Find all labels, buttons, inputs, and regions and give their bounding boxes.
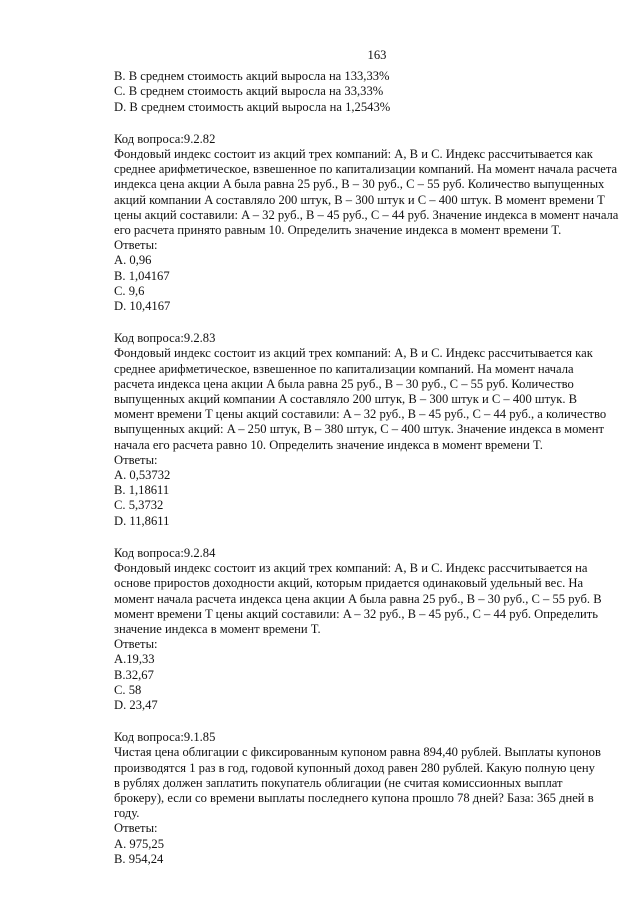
question-code: Код вопроса:9.2.82	[114, 131, 216, 146]
question-text-line: выпущенных акций компании A составляло 200 штук, B – 300 штук и C – 400 штук. В	[114, 392, 578, 407]
question-code: Код вопроса:9.1.85	[114, 730, 216, 745]
question-text-line: выпущенных акций: A – 250 штук, B – 380 штук, C – 400 штук. Значение индекса в момент	[114, 422, 604, 437]
answer-option: B. 1,18611	[114, 483, 170, 498]
question-text-line: цены акций составили: A – 32 руб., B – 45 руб., C – 44 руб. Значение индекса в момент начала	[114, 207, 619, 222]
question-text-line: Чистая цена облигации с фиксированным купоном равна 894,40 рублей. Выплаты купонов	[114, 745, 601, 760]
answer-option: B. 1,04167	[114, 268, 170, 283]
question-text	[114, 346, 607, 452]
answer-option: C. 9,6	[114, 283, 145, 298]
question-text	[114, 745, 600, 821]
question-block	[114, 730, 600, 867]
answer-option: A.19,33	[114, 652, 155, 667]
lead-option: D. В среднем стоимость акций выросла на 1,2543%	[114, 99, 391, 114]
question-text-line: момент времени T цены акций составили: A – 32 руб., B – 45 руб., C – 44 руб. Определить	[114, 606, 598, 621]
answer-option: A. 975,25	[114, 836, 165, 851]
answers-label: Ответы:	[114, 637, 158, 652]
answer-option: B.32,67	[114, 667, 154, 682]
question-text-line: основе приростов доходности акций, которым придается одинаковый удельный вес. На	[114, 576, 584, 591]
question-text	[114, 561, 600, 637]
question-text-line: индекса цена акции A была равна 25 руб., B – 30 руб., C – 55 руб. Количество выпущенных	[114, 177, 605, 192]
question-text-line: среднее арифметическое, взвешенное по капитализации компаний. На момент начала расчета	[114, 162, 618, 177]
question-text-line: момент времени T цены акций составили: A – 32 руб., B – 45 руб., C – 44 руб., а количество	[114, 407, 607, 422]
question-text-line: расчета индекса цена акции A была равна 25 руб., B – 30 руб., C – 55 руб. Количество	[114, 376, 574, 391]
answer-option: A. 0,96	[114, 253, 152, 268]
answer-option: C. 5,3732	[114, 498, 164, 513]
question-text-line: Фондовый индекс состоит из акций трех компаний: A, B и C. Индекс рассчитывается как	[114, 346, 593, 361]
question-text-line: момент начала расчета индекса цена акции A была равна 25 руб., B – 30 руб., C – 55 руб. В	[114, 591, 602, 606]
question-text-line: Фондовый индекс состоит из акций трех компаний: A, B и C. Индекс рассчитывается на	[114, 561, 588, 576]
question-block	[114, 546, 600, 713]
lead-options	[114, 69, 600, 115]
question-text-line: брокеру), если со времени выплаты последнего купона прошло 78 дней? База: 365 дней в	[114, 790, 594, 805]
answer-option: D. 11,8611	[114, 513, 170, 528]
question-text-line: его расчета принято равным 10. Определить значение индекса в момент времени T.	[114, 223, 562, 238]
question-block	[114, 331, 607, 529]
question-text-line: начала его расчета равно 10. Определить значение индекса в момент времени T.	[114, 437, 543, 452]
question-text-line: в рублях должен заплатить покупатель облигации (не считая комиссионных выплат	[114, 775, 563, 790]
answer-option: B. 954,24	[114, 851, 164, 866]
question-text-line: производятся 1 раз в год, годовой купонный доход равен 280 рублей. Какую полную цену	[114, 760, 595, 775]
question-text-line: акций компании A составляло 200 штук, B – 300 штук и C – 400 штук. В момент времени T	[114, 192, 605, 207]
question-text-line: значение индекса в момент времени T.	[114, 621, 321, 636]
answer-option: C. 58	[114, 682, 142, 697]
question-code: Код вопроса:9.2.84	[114, 545, 216, 560]
lead-option: C. В среднем стоимость акций выросла на 33,33%	[114, 84, 384, 99]
question-text	[114, 147, 619, 238]
answers-label: Ответы:	[114, 821, 158, 836]
answers-label: Ответы:	[114, 452, 158, 467]
answer-option: D. 10,4167	[114, 299, 171, 314]
lead-option: B. В среднем стоимость акций выросла на 133,33%	[114, 69, 390, 84]
answer-option: D. 23,47	[114, 697, 158, 712]
question-text-line: Фондовый индекс состоит из акций трех компаний: A, B и C. Индекс рассчитывается как	[114, 147, 593, 162]
question-text-line: году.	[114, 806, 140, 821]
answer-option: A. 0,53732	[114, 468, 171, 483]
question-text-line: среднее арифметическое, взвешенное по капитализации компаний. На момент начала	[114, 361, 574, 376]
question-code: Код вопроса:9.2.83	[114, 331, 216, 346]
question-block	[114, 131, 619, 314]
answers-label: Ответы:	[114, 238, 158, 253]
page-number: 163	[367, 48, 387, 62]
